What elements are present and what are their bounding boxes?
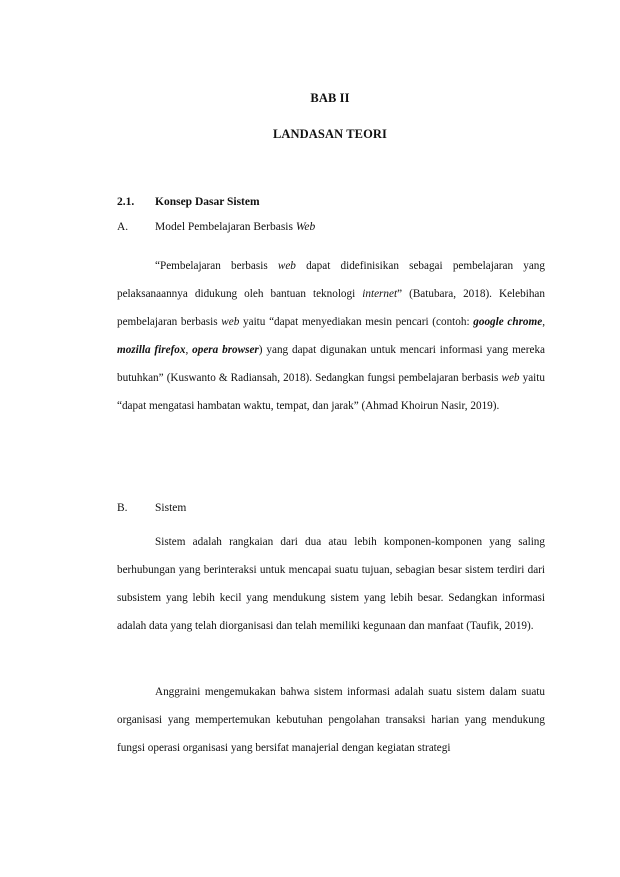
para-a-text-1: “Pembelajaran berbasis [155, 260, 278, 272]
para-a-text-3: ” (Batubara, 2018). Kelebihan pembelajaran berbasis [117, 288, 545, 329]
section-heading [117, 196, 260, 208]
subsection-a-letter: A. [117, 221, 129, 233]
para-a-text-5: , [542, 316, 545, 329]
para-a-text-4: yaitu “dapat menyediakan mesin pencari (contoh: [239, 316, 474, 329]
subsection-b-title: Sistem [155, 502, 187, 514]
paragraph-information-system: Anggraini mengemukakan bahwa sistem informasi adalah suatu sistem dalam suatu organisasi yang mempertemukan kebutuhan pengolahan transaksi harian yang mendukung fungsi operasi organisasi yang bersifat manajerial dengan kegiatan strategi [117, 686, 545, 755]
section-number: 2.1. [117, 196, 135, 208]
para-a-emph-3: web [221, 316, 240, 329]
subsection-a-title [155, 221, 315, 233]
subsection-a-heading [117, 221, 315, 233]
paragraph-system-definition: Sistem adalah rangkaian dari dua atau lebih komponen-komponen yang saling berhubungan yang berinteraksi untuk mencapai suatu tujuan, sebagian besar sistem terdiri dari subsistem yang lebih kecil yang mendukung sistem yang lebih besar. Sedangkan informasi adalah data yang telah diorganisasi dan telah memiliki kegunaan dan manfaat (Taufik, 2019). [117, 536, 545, 633]
chapter-title: LANDASAN TEORI [272, 127, 388, 141]
subsection-b-letter: B. [117, 502, 128, 514]
para-a-text-6: , [185, 344, 193, 357]
para-a-text-2: dapat didefinisikan sebagai pembelajaran yang pelaksanaannya didukung oleh bantuan teknologi [117, 260, 545, 301]
para-a-bold-1: google chrome [473, 316, 543, 329]
para-a-emph-1: web [277, 260, 296, 272]
para-a-text-7: ) yang dapat digunakan untuk mencari informasi yang mereka butuhkan” (Kuswanto & Radiansah, 2018). Sedangkan fungsi pembelajaran berbasis [117, 344, 546, 385]
para-a-emph-4: web [501, 372, 520, 385]
chapter-number: BAB II [310, 91, 350, 105]
para-a-bold-2: mozilla firefox [117, 344, 186, 357]
subsection-a-title-emph: Web [295, 221, 316, 233]
para-a-text-8: yaitu “dapat mengatasi hambatan waktu, tempat, dan jarak” (Ahmad Khoirun Nasir, 2019). [117, 372, 545, 413]
para-a-bold-3: opera browser [192, 344, 259, 357]
subsection-b-heading [117, 502, 186, 514]
para-a-emph-2: internet [362, 288, 398, 301]
section-title: Konsep Dasar Sistem [155, 196, 260, 208]
subsection-a-title-text: Model Pembelajaran Berbasis [155, 221, 296, 233]
paragraph-web-learning [117, 252, 545, 421]
